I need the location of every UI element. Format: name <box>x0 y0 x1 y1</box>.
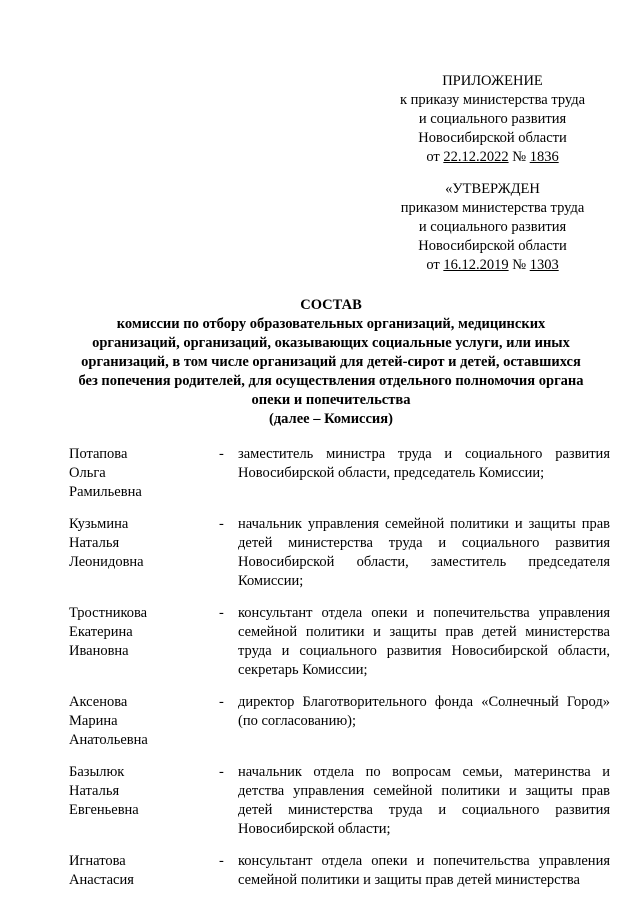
member-first-name: Екатерина <box>69 624 133 640</box>
member-role: консультант отдела опеки и попечительства управления семейной политики и защиты прав детей министерства труда и социального развития Новосибирской области, секретарь Комиссии; <box>238 605 610 678</box>
member-surname: Тростникова <box>69 605 148 621</box>
appendix-date: 22.12.2022 <box>443 149 509 165</box>
appendix-number-label: № <box>512 149 527 165</box>
heading-line: опеки и попечительства <box>251 392 411 408</box>
member-name <box>69 693 219 750</box>
member-row <box>69 515 610 591</box>
member-row <box>69 763 610 839</box>
member-dash: - <box>219 516 224 532</box>
member-first-name: Марина <box>69 713 118 729</box>
member-dash: - <box>219 764 224 780</box>
appendix-line-1: к приказу министерства труда <box>399 92 586 108</box>
appendix-title: ПРИЛОЖЕНИЕ <box>442 73 543 89</box>
member-row <box>69 604 610 680</box>
approved-line-1: приказом министерства труда <box>400 200 585 216</box>
member-first-name: Ольга <box>69 465 106 481</box>
member-first-name: Наталья <box>69 535 120 551</box>
approved-header <box>380 180 605 275</box>
member-name <box>69 852 219 890</box>
heading-title: СОСТАВ <box>300 297 362 313</box>
member-patronymic: Рамильевна <box>69 484 142 500</box>
member-row <box>69 852 610 890</box>
member-surname: Потапова <box>69 446 128 462</box>
approved-date-line <box>380 256 605 275</box>
approved-number-label: № <box>512 257 527 273</box>
heading-line: без попечения родителей, для осуществления отдельного полномочия органа <box>78 373 584 389</box>
heading-line: (далее – Комиссия) <box>269 411 393 427</box>
member-dash: - <box>219 605 224 621</box>
approved-number: 1303 <box>529 257 559 273</box>
member-patronymic: Анатольевна <box>69 732 148 748</box>
member-name <box>69 604 219 680</box>
member-surname: Кузьмина <box>69 516 129 532</box>
member-role: консультант отдела опеки и попечительства управления семейной политики и защиты прав детей министерства <box>238 853 610 888</box>
member-name <box>69 763 219 839</box>
member-role: директор Благотворительного фонда «Солнечный Город» (по согласованию); <box>238 694 610 729</box>
member-name <box>69 445 219 502</box>
heading-line: комиссии по отбору образовательных организаций, медицинских <box>116 316 546 332</box>
appendix-header <box>380 72 605 167</box>
approved-from-label: от <box>426 257 440 273</box>
appendix-line-2: и социального развития <box>418 111 567 127</box>
member-surname: Игнатова <box>69 853 126 869</box>
member-surname: Аксенова <box>69 694 128 710</box>
appendix-from-label: от <box>426 149 440 165</box>
member-role: начальник отдела по вопросам семьи, материнства и детства управления семейной политики и защиты прав детей министерства труда и социального развития Новосибирской области; <box>238 764 610 837</box>
document-heading <box>55 296 607 429</box>
approved-date: 16.12.2019 <box>443 257 509 273</box>
member-name <box>69 515 219 591</box>
appendix-line-3: Новосибирской области <box>418 130 567 146</box>
member-surname: Базылюк <box>69 764 125 780</box>
appendix-date-line <box>380 148 605 167</box>
member-list <box>69 445 610 903</box>
heading-line: организаций, в том числе организаций для детей-сирот и детей, оставшихся <box>81 354 581 370</box>
approved-line-3: Новосибирской области <box>418 238 567 254</box>
member-row <box>69 693 610 750</box>
member-role: заместитель министра труда и социального развития Новосибирской области, председатель Комиссии; <box>238 446 610 481</box>
member-dash: - <box>219 853 224 869</box>
approved-line-2: и социального развития <box>418 219 567 235</box>
member-row <box>69 445 610 502</box>
member-first-name: Наталья <box>69 783 120 799</box>
approved-title: «УТВЕРЖДЕН <box>445 181 540 197</box>
member-dash: - <box>219 446 224 462</box>
member-dash: - <box>219 694 224 710</box>
member-role: начальник управления семейной политики и защиты прав детей министерства труда и социального развития Новосибирской области, заместитель председателя Комиссии; <box>238 516 610 589</box>
member-patronymic: Евгеньевна <box>69 802 139 818</box>
appendix-number: 1836 <box>529 149 559 165</box>
member-patronymic: Ивановна <box>69 643 129 659</box>
member-patronymic: Леонидовна <box>69 554 144 570</box>
member-first-name: Анастасия <box>69 872 134 888</box>
heading-line: организаций, организаций, оказывающих социальные услуги, или иных <box>92 335 570 351</box>
